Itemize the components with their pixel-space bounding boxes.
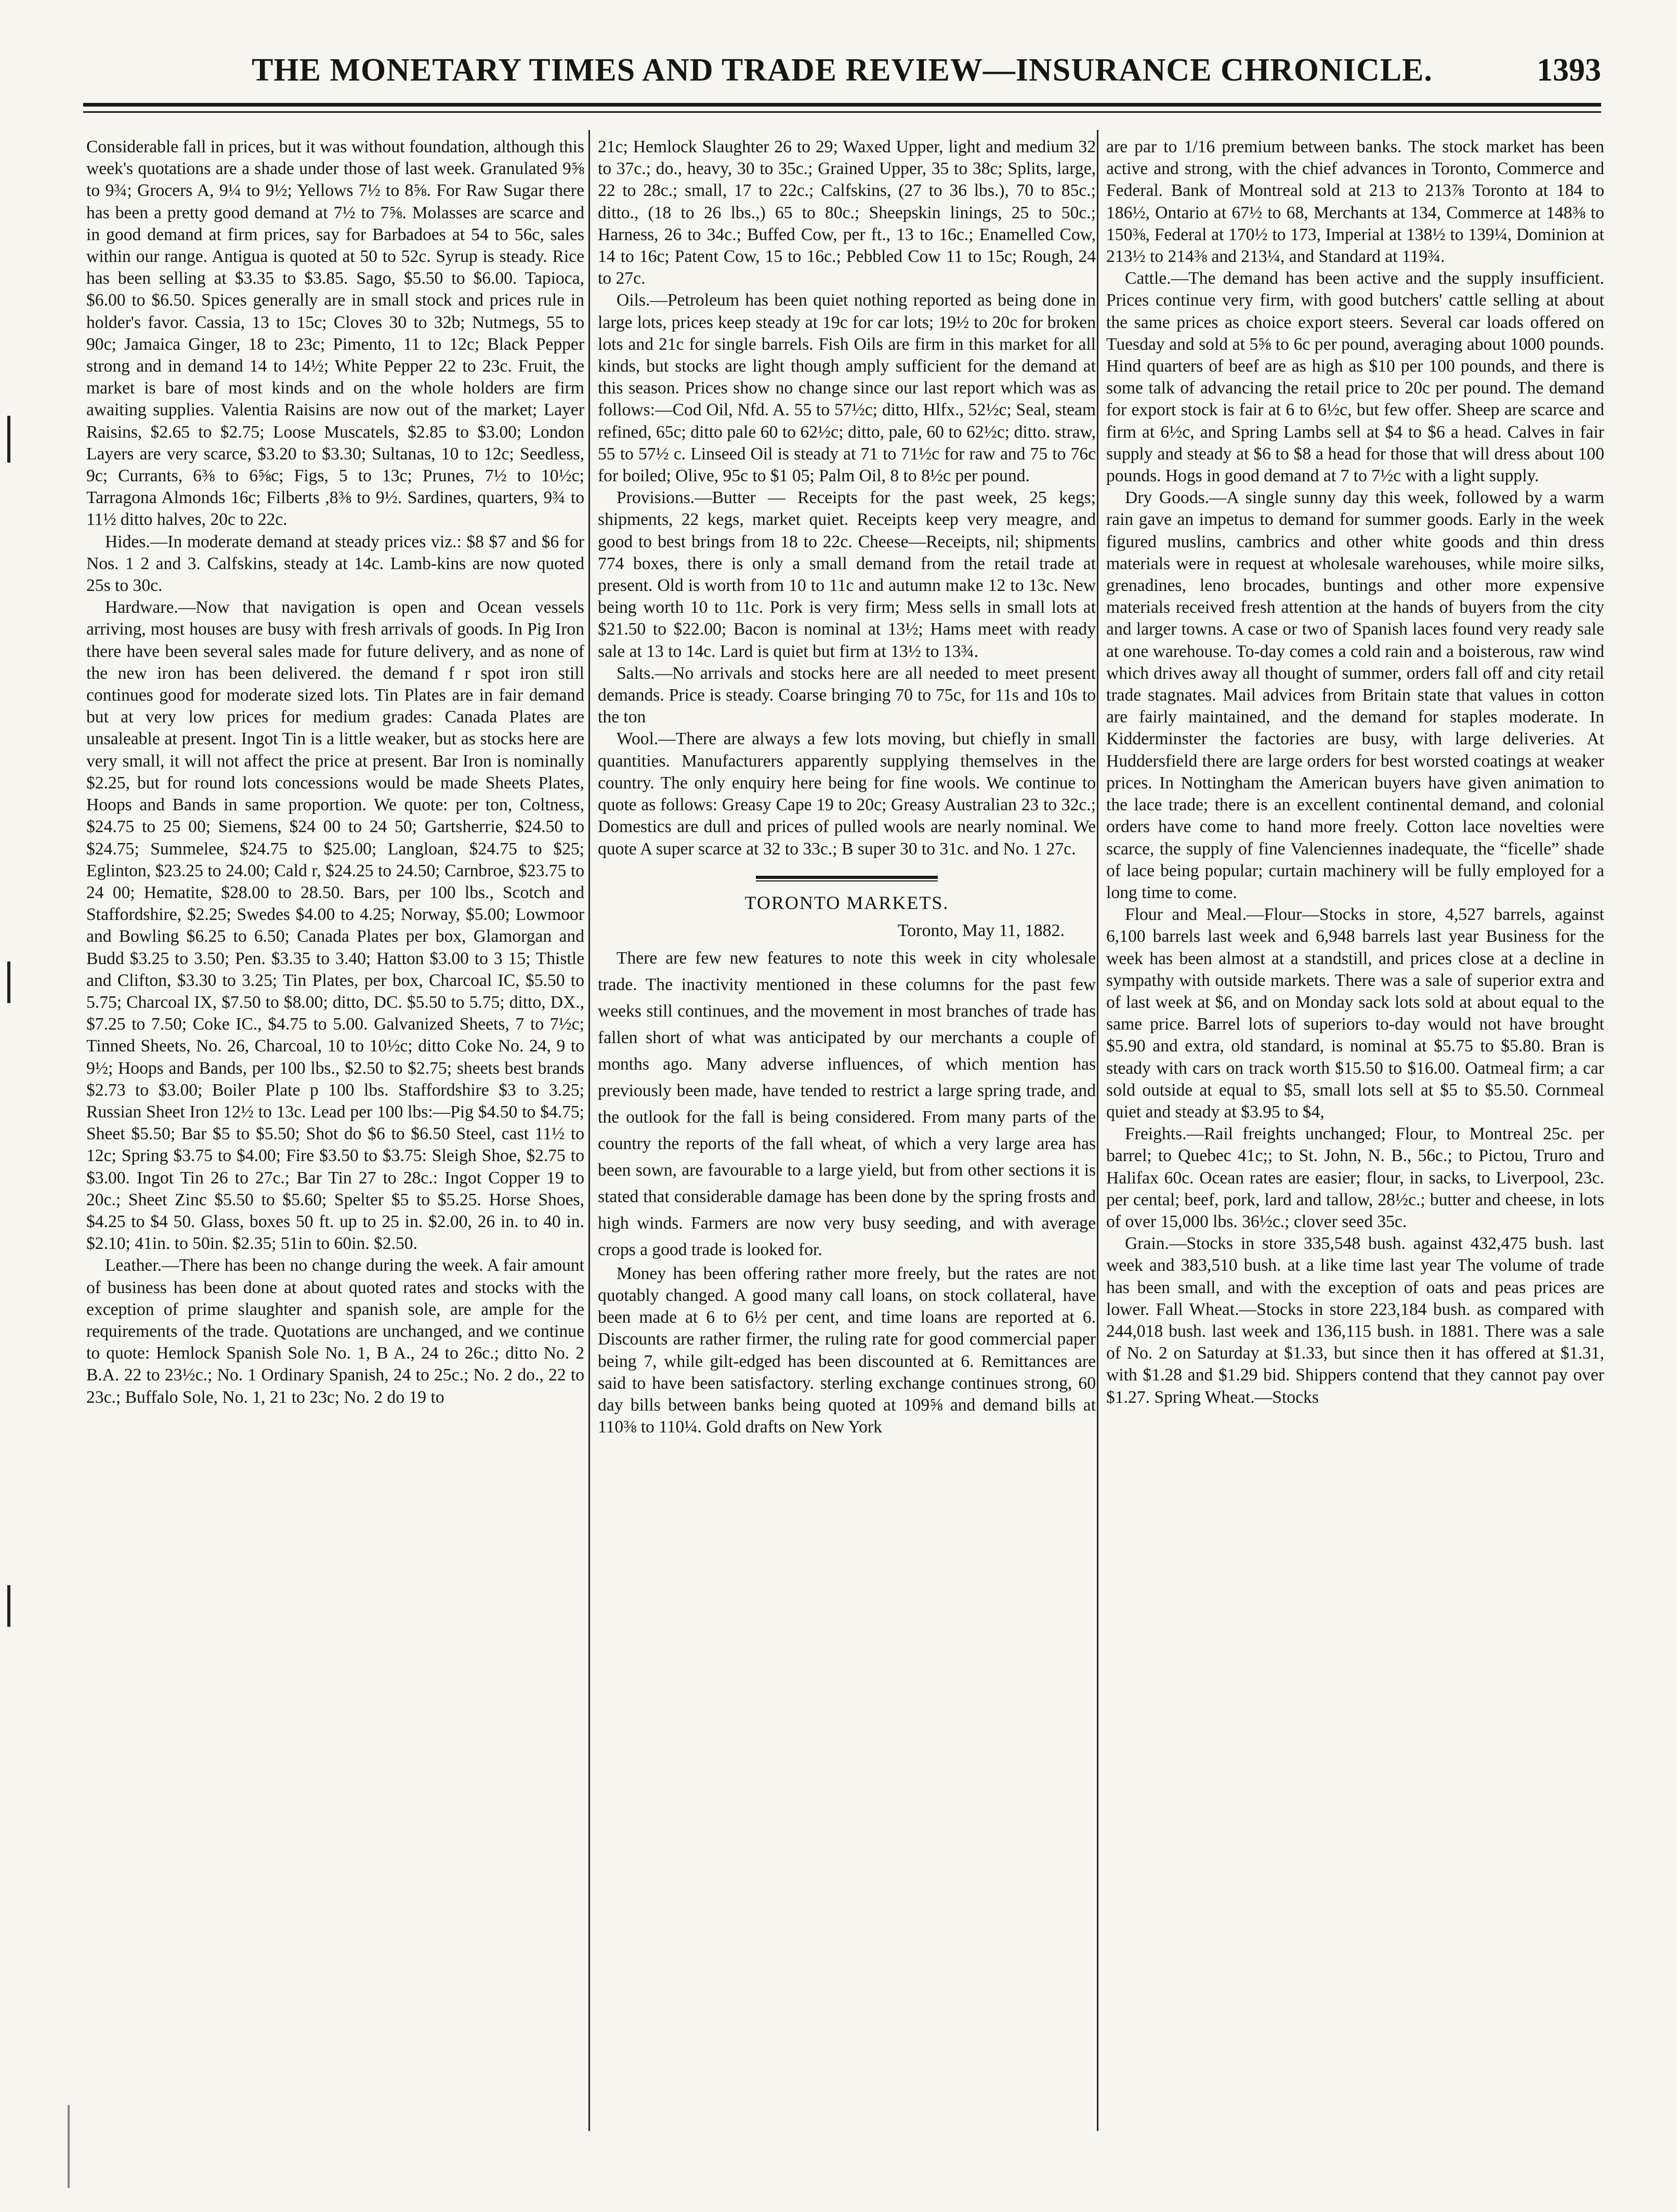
running-head-title: THE MONETARY TIMES AND TRADE REVIEW—INSURANCE CHRONICLE. [252, 52, 1433, 88]
toronto-markets-heading: TORONTO MARKETS. [744, 892, 949, 913]
hardware-paragraph: Hardware.—Now that navigation is open and Ocean vessels arriving, most houses are busy with fresh arrivals of goods. In Pig Iron there have been several sales made for future delivery, and as none of the new iron has been delivered. the demand f r spot iron still continues good for moderate sized lots. Tin Plates are in fair demand but at very low prices for medium grades: Canada Plates are unsaleable at present. Ingot Tin is a little weaker, but as stocks here are very small, it will not affect the price at present. Bar Iron is nominally $2.25, but for round lots concessions would be made Sheets Plates, Hoops and Bands in same proportion. We quote: per ton, Coltness, $24.75 to 25 00; Siemens, $24 00 to 24 50; Gartsherrie, $24.50 to $24.75; Summelee, $24.75 to $25.00; Langloan, $24.75 to $25; Eglinton, $23.25 to 24.00; Cald r, $24.25 to 24.50; Carnbroe, $23.75 to 24 00; Hematite, $28.00 to 28.50. Bars, per 100 lbs., Scotch and Staffordshire, $2.25; Swedes $4.00 to 4.25; Norway, $5.00; Lowmoor and Bowling $6.25 to 6.50; Canada Plates per box, Glamorgan and Budd $3.25 to 3.50; Pen. $3.35 to 3.40; Hatton $3.00 to 3 15; Thistle and Clifton, $3.30 to 3.25; Tin Plates, per box, Charcoal IC, $5.50 to 5.75; Charcoal IX, $7.50 to $8.00; ditto, DC. $5.50 to 5.75; ditto, DX., $7.25 to 7.50; Coke IC., $4.75 to 5.00. Galvanized Sheets, 7 to 7½c; Tinned Sheets, No. 26, Charcoal, 10 to 10½c; ditto Coke No. 24, 9 to 9½; Hoops and Bands, per 100 lbs., $2.50 to $2.75; sheets best brands $2.73 to $3.00; Boiler Plate p 100 lbs. Staffordshire $3 to 3.25; Russian Sheet Iron 12½ to 13c. Lead per 100 lbs:—Pig $4.50 to $4.75; Sheet $5.50; Bar $5 to $5.50; Shot do $6 to $6.50 Steel, cast 11½ to 12c; Spring $3.75 to $4.00; Fire $3.50 to $3.75: Sleigh Shoe, $2.75 to $3.00. Ingot Tin 26 to 27c.; Bar Tin 27 to 28c.: Ingot Copper 19 to 20c.; Sheet Zinc $5.50 to $5.60; Spelter $5 to $5.25. Horse Shoes, $4.25 to $4 50. Glass, boxes 50 ft. up to 25 in. $2.00, 26 in. to 40 in. $2.10; 41in. to 50in. $2.35; 51in to 60in. $2.50. [86, 598, 584, 1254]
column-1 [86, 136, 584, 2127]
section-divider [756, 876, 938, 881]
leather-paragraph: Leather.—There has been no change during the week. A fair amount of business has been done at about quoted rates and stocks with the exception of prime slaughter and spanish sole, are ample for the requirements of the trade. Quotations are unchanged, and we continue to quote: Hemlock Spanish Sole No. 1, B A., 24 to 26c.; ditto No. 2 B.A. 22 to 23½c.; No. 1 Ordinary Spanish, 24 to 25c.; No. 2 do., 22 to 23c.; Buffalo Sole, No. 1, 21 to 23c; No. 2 do 19 to [86, 1256, 584, 1407]
wool-paragraph: Wool.—There are always a few lots moving, but chiefly in small quantities. Manufacturers apparently supplying themselves in the country. The only enquiry here being for fine wools. We continue to quote as follows: Greasy Cape 19 to 20c; Greasy Australian 23 to 32c.; Domestics are dull and prices of pulled wools are nearly nominal. We quote A super scarce at 32 to 33c.; B super 30 to 31c. and No. 1 27c. [598, 729, 1096, 859]
sugar-paragraph: Considerable fall in prices, but it was without foundation, although this week's quotations are a shade under those of last week. Granulated 9⅝ to 9¾; Grocers A, 9¼ to 9½; Yellows 7½ to 8⅝. For Raw Sugar there has been a pretty good demand at 7½ to 7⅝. Molasses are scarce and in good demand at firm prices, say for Barbadoes at 54 to 56c, sales within our range. Antigua is quoted at 50 to 52c. Syrup is steady. Rice has been selling at $3.35 to $3.85. Sago, $5.50 to $6.00. Tapioca, $6.00 to $6.50. Spices generally are in small stock and prices rule in holder's favor. Cassia, 13 to 15c; Cloves 30 to 32b; Nutmegs, 55 to 90c; Jamaica Ginger, 18 to 23c; Pimento, 11 to 12c; Black Pepper strong and in demand 14 to 14½; White Pepper 22 to 23c. Fruit, the market is bare of most kinds and on the whole holders are firm awaiting supplies. Valentia Raisins are now out of the market; Layer Raisins, $2.65 to $2.75; Loose Muscatels, $2.85 to $3.00; London Layers are very scarce, $3.20 to $3.30; Sultanas, 10 to 12c; Seedless, 9c; Currants, 6⅜ to 6⅝c; Figs, 5 to 13c; Prunes, 7½ to 10½c; Tarragona Almonds 16c; Filberts ,8⅜ to 9½. Sardines, quarters, 9¾ to 11½ ditto halves, 20c to 22c. [86, 137, 584, 530]
flour-meal-paragraph: Flour and Meal.—Flour—Stocks in store, 4,527 barrels, against 6,100 barrels last week and 6,948 barrels last year Business for the week has been almost at a standstill, and prices close at a decline in sympathy with outside markets. There was a sale of superior extra and of last week at $6, and on Monday sack lots sold at about equal to the same price. Barrel lots of superiors to-day would not have brought $5.90 and extra, old standard, is nominal at $5.75 to $5.80. Bran is steady with cars on track worth $15.50 to $16.00. Oatmeal firm; a car sold outside at equal to $5, small lots sell at $5 to $5.50. Cornmeal quiet and steady at $3.95 to $4, [1106, 905, 1604, 1122]
column-rule-right [1097, 130, 1098, 2131]
grain-paragraph: Grain.—Stocks in store 335,548 bush. against 432,475 bush. last week and 383,510 bush. at a like time last year The volume of trade has been small, and with the exception of oats and peas prices are lower. Fall Wheat.—Stocks in store 223,184 bush. as compared with 244,018 bush. last week and 136,115 bush. in 1881. There was a sale of No. 2 on Saturday at $1.33, but since then it has offered at $1.31, with $1.28 and $1.29 bid. Shippers contend that they cannot pay over $1.27. Spring Wheat.—Stocks [1106, 1234, 1604, 1407]
page-number: 1393 [1537, 52, 1601, 88]
column-rule-left [588, 130, 590, 2131]
header-rule-thin [83, 111, 1601, 113]
hides-paragraph: Hides.—In moderate demand at steady prices viz.: $8 $7 and $6 for Nos. 1 2 and 3. Calfskins, steady at 14c. Lamb-kins are now quoted 25s to 30c. [86, 532, 584, 596]
cattle-paragraph: Cattle.—The demand has been active and the supply insufficient. Prices continue very firm, with good butchers' cattle selling at about the same prices as choice export steers. Several car loads offered on Tuesday and sold at 5⅝ to 6c per pound, averaging about 1000 pounds. Hind quarters of beef are as high as $10 per 100 pounds, and there is some talk of advancing the retail price to 20c per pound. The demand for export stock is fair at 6 to 6½c, but few offer. Sheep are scarce and firm at 6½c, and Spring Lambs sell at $4 to $6 a head. Calves in fair supply and steady at $6 to $8 a head for those that will dress about 100 pounds. Hogs in good demand at 7 to 7½c with a light supply. [1106, 269, 1604, 486]
markets-intro-paragraph: There are few new features to note this week in city wholesale trade. The inactivity mentioned in these columns for the past few weeks still continues, and the movement in most branches of trade has fallen short of what was anticipated by our merchants a couple of months ago. Many adverse influences, of which mention has previously been made, have tended to restrict a large spring trade, and the outlook for the fall is being considered. From many parts of the country the reports of the fall wheat, of which a very large area has been sown, are favourable to a large yield, but from other sections it is stated that considerable damage has been done by the spring frosts and high winds. Farmers are now very busy seeding, and with average crops a good trade is looked for. [598, 948, 1096, 1259]
provisions-paragraph: Provisions.—Butter — Receipts for the past week, 25 kegs; shipments, 22 kegs, market quiet. Receipts keep very meagre, and good to best brings from 18 to 22c. Cheese—Receipts, nil; shipments 774 boxes, there is only a small demand from the retail trade at present. Old is worth from 10 to 11c and autumn make 12 to 13c. New being worth 10 to 11c. Pork is very firm; Mess sells in small lots at $21.50 to $22.00; Bacon is nominal at 13½; Hams meet with ready sale at 13 to 14c. Lard is quiet but firm at 13½ to 13¾. [598, 488, 1096, 661]
oils-paragraph: Oils.—Petroleum has been quiet nothing reported as being done in large lots, prices keep steady at 19c for car lots; 19½ to 20c for broken lots and 21c for single barrels. Fish Oils are firm in this market for all kinds, but stocks are light though amply sufficient for the demand at this season. Prices show no change since our last report which was as follows:—Cod Oil, Nfd. A. 55 to 57½c; ditto, Hlfx., 52½c; Seal, steam refined, 65c; ditto pale 60 to 62½c; ditto, pale, 60 to 62½c; ditto. straw, 55 to 57½ c. Linseed Oil is steady at 71 to 71½c for raw and 75 to 76c for boiled; Olive, 95c to $1 05; Palm Oil, 8 to 8½c per pound. [598, 291, 1096, 486]
header-rule-thick [83, 103, 1601, 107]
scan-artifact [68, 2105, 70, 2188]
leather-continued-paragraph: 21c; Hemlock Slaughter 26 to 29; Waxed Upper, light and medium 32 to 37c.; do., heavy, 30 to 35c.; Grained Upper, 35 to 38c; Splits, large, 22 to 28c.; small, 17 to 22c.; Calfskins, (27 to 36 lbs.), 70 to 85c.; ditto., (18 to 26 lbs.,) 65 to 80c.; Sheepskin linings, 25 to 50c.; Harness, 26 to 34c.; Buffed Cow, per ft., 13 to 16c.; Enamelled Cow, 14 to 16c; Patent Cow, 15 to 16c.; Pebbled Cow 11 to 15c; Rough, 24 to 27c. [598, 137, 1096, 288]
stock-market-paragraph: are par to 1/16 premium between banks. The stock market has been active and strong, with the chief advances in Toronto, Commerce and Federal. Bank of Montreal sold at 213 to 213⅞ Toronto at 184 to 186½, Ontario at 67½ to 68, Merchants at 134, Commerce at 148⅜ to 150⅜, Federal at 170½ to 173, Imperial at 138½ to 139¼, Dominion at 213½ to 214⅜ and 213¼, and Standard at 119¾. [1106, 137, 1604, 267]
money-paragraph: Money has been offering rather more freely, but the rates are not quotably changed. A good many call loans, on stock collateral, have been made at 6 to 6½ per cent, and time loans are reported at 6. Discounts are rather firmer, the ruling rate for good commercial paper being 7, while gilt-edged has been discounted at 6. Remittances are said to have been satisfactory. sterling exchange continues strong, 60 day bills between banks being quoted at 109⅝ and demand bills at 110⅜ to 110¼. Gold drafts on New York [598, 1263, 1096, 1437]
margin-mark [7, 416, 10, 463]
column-3 [1106, 136, 1604, 2127]
dry-goods-paragraph: Dry Goods.—A single sunny day this week, followed by a warm rain gave an impetus to demand for summer goods. Early in the week figured muslins, cambrics and other white goods and thin dress materials were in request at wholesale warehouses, while moire silks, grenadines, leno brocades, buntings and other more expensive materials received fresh attention at the hands of buyers from the city and larger towns. A case or two of Spanish laces found very ready sale at one warehouse. To-day comes a cold rain and a boisterous, raw wind which drives away all thought of summer, orders fall off and city retail trade stagnates. Mail advices from Britain state that values in cotton are fairly maintained, and the demand for staples moderate. In Kidderminster the factories are busy, with large deliveries. At Huddersfield there are large orders for best worsted coatings at weaker prices. In Nottingham the American buyers have given animation to the lace trade; there is an excellent continental demand, and colonial orders have come to hand more freely. Cotton lace novelties were scarce, the supply of fine Valenciennes inadequate, the “ficelle” shade of lace being popular; curtain machinery will be fully employed for a long time to come. [1106, 488, 1604, 902]
dateline: Toronto, May 11, 1882. [897, 920, 1065, 940]
column-2 [598, 136, 1096, 2127]
margin-mark [7, 1585, 10, 1627]
page-header [83, 52, 1601, 94]
margin-mark [7, 962, 10, 1003]
salts-paragraph: Salts.—No arrivals and stocks here are all needed to meet present demands. Price is steady. Coarse bringing 70 to 75c, for 11s and 10s to the ton [598, 663, 1096, 727]
freights-paragraph: Freights.—Rail freights unchanged; Flour, to Montreal 25c. per barrel; to Quebec 41c;; to St. John, N. B., 56c.; to Pictou, Truro and Halifax 60c. Ocean rates are easier; flour, in sacks, to Liverpool, 23c. per cental; beef, pork, lard and tallow, 28½c.; butter and cheese, in lots of over 15,000 lbs. 36½c.; clover seed 35c. [1106, 1124, 1604, 1231]
